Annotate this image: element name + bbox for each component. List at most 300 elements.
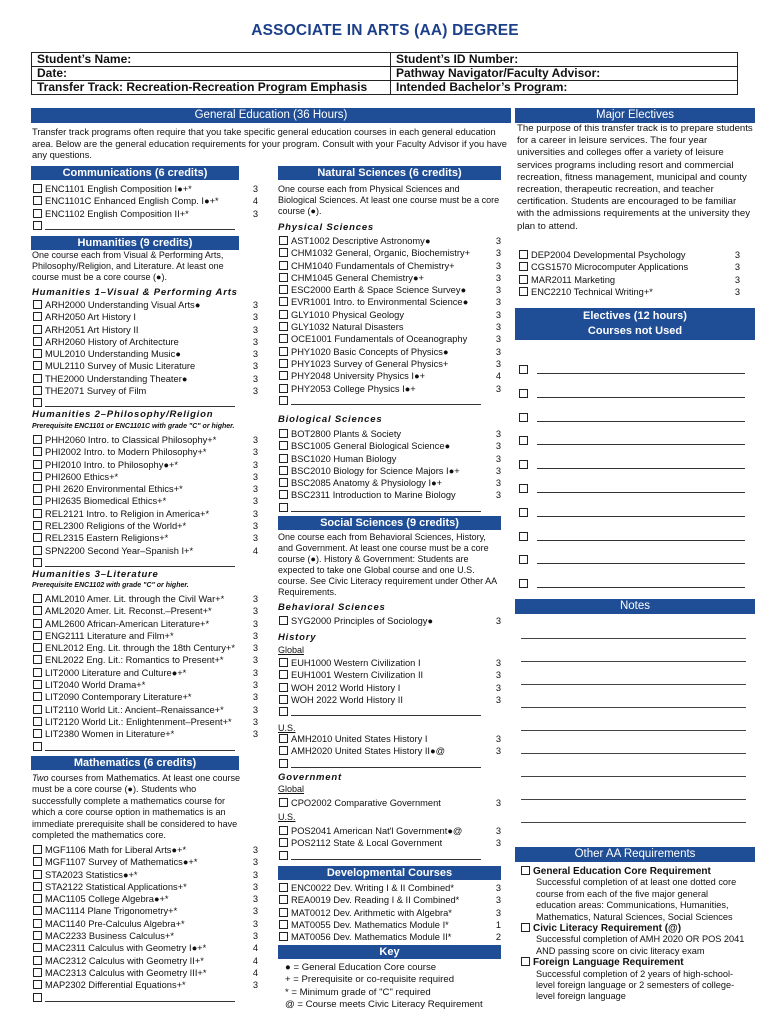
elective-row xyxy=(519,527,751,539)
key-list xyxy=(285,962,483,1011)
course-item xyxy=(33,348,258,360)
course-checkbox[interactable] xyxy=(279,454,288,463)
history-us-label: U.S. xyxy=(278,723,296,733)
course-name: BSC2085 Anatomy & Physiology I●+ xyxy=(291,478,443,489)
course-name: WOH 2012 World History I xyxy=(291,682,401,693)
elective-checkbox[interactable] xyxy=(519,436,528,445)
course-checkbox[interactable] xyxy=(279,384,288,393)
course-name: BSC1020 Human Biology xyxy=(291,453,397,464)
government-global-list xyxy=(279,797,501,809)
mathematics-header: Mathematics (6 credits) xyxy=(31,756,239,770)
course-name: PHY2048 University Physics I●+ xyxy=(291,371,426,382)
course-checkbox[interactable] xyxy=(33,857,42,866)
course-credits: 3 xyxy=(252,184,258,194)
course-name: EUH1000 Western Civilization I xyxy=(291,658,421,668)
course-checkbox[interactable] xyxy=(33,894,42,903)
course-credits: 3 xyxy=(495,478,501,489)
humanities-1-list xyxy=(33,299,258,410)
civic-requirement: Civic Literacy Requirement (@) xyxy=(525,923,750,934)
course-name: PHI2010 Intro. to Philosophy●+* xyxy=(45,459,179,470)
notes-line[interactable] xyxy=(521,822,746,823)
humanities-3-list xyxy=(33,593,258,753)
course-credits: 3 xyxy=(495,260,501,271)
course-checkbox[interactable] xyxy=(279,932,288,941)
notes-line[interactable] xyxy=(521,730,746,731)
course-checkbox[interactable] xyxy=(279,503,288,512)
civic-requirement-text: Successful completion of AMH 2020 OR POS 2041 AND passing score on civic literacy exam xyxy=(536,934,745,956)
social-sciences-intro: One course each from Behavioral Sciences, History, and Government. At least one course must be a core course (●). History & Government: Students are expected to take one Global course and one U.S. course. See Civic Literacy requirement under Other AA Requirements. xyxy=(278,532,497,597)
course-checkbox[interactable] xyxy=(33,919,42,928)
notes-line[interactable] xyxy=(521,707,746,708)
elective-write-in-line[interactable] xyxy=(537,554,745,564)
page-title: ASSOCIATE IN ARTS (AA) DEGREE xyxy=(251,22,519,39)
course-checkbox[interactable] xyxy=(33,184,42,193)
course-name: LIT2090 Contemporary Literature+* xyxy=(45,692,192,703)
course-checkbox[interactable] xyxy=(279,273,288,282)
notes-line[interactable] xyxy=(521,776,746,777)
course-item xyxy=(33,642,258,654)
notes-line[interactable] xyxy=(521,799,746,800)
course-name: AMH2020 United States History II●@ xyxy=(291,746,446,757)
course-checkbox[interactable] xyxy=(33,521,42,530)
course-checkbox[interactable] xyxy=(279,334,288,343)
elective-write-in-line[interactable] xyxy=(537,531,745,541)
course-checkbox[interactable] xyxy=(279,683,288,692)
course-checkbox[interactable] xyxy=(279,826,288,835)
course-checkbox[interactable] xyxy=(33,943,42,952)
course-item xyxy=(33,667,258,679)
course-name: MAP2302 Differential Equations+* xyxy=(45,980,186,991)
elective-checkbox[interactable] xyxy=(519,579,528,588)
course-checkbox[interactable] xyxy=(279,396,288,405)
course-item xyxy=(33,967,258,979)
course-name: MAT0012 Dev. Arithmetic with Algebra* xyxy=(291,907,452,918)
course-name: ENC2210 Technical Writing+* xyxy=(531,286,653,297)
behavioral-sciences-list xyxy=(279,615,501,627)
course-checkbox[interactable] xyxy=(33,533,42,542)
course-name: STA2122 Statistical Applications+* xyxy=(45,881,187,892)
course-item xyxy=(33,324,258,336)
elective-checkbox[interactable] xyxy=(519,389,528,398)
course-name: BSC1005 General Biological Science● xyxy=(291,441,451,452)
elective-checkbox[interactable] xyxy=(519,365,528,374)
course-checkbox[interactable] xyxy=(279,285,288,294)
advisor-field[interactable]: Pathway Navigator/Faculty Advisor: xyxy=(391,67,738,81)
notes-line[interactable] xyxy=(521,661,746,662)
course-name: MGF1107 Survey of Mathematics●+* xyxy=(45,857,198,868)
course-checkbox[interactable] xyxy=(33,221,42,230)
course-checkbox[interactable] xyxy=(33,631,42,640)
humanities-2-note: Prerequisite ENC1101 or ENC1101C with grade "C" or higher. xyxy=(32,423,235,430)
course-checkbox[interactable] xyxy=(33,349,42,358)
physical-sciences-title: Physical Sciences xyxy=(278,222,374,233)
course-checkbox[interactable] xyxy=(33,460,42,469)
course-checkbox[interactable] xyxy=(33,594,42,603)
course-checkbox[interactable] xyxy=(33,980,42,989)
course-checkbox[interactable] xyxy=(33,692,42,701)
key-item: ● = General Education Core course xyxy=(285,962,437,973)
course-name: WOH 2022 World History II xyxy=(291,694,403,705)
elective-row xyxy=(519,431,751,443)
course-checkbox[interactable] xyxy=(33,870,42,879)
student-id-field[interactable]: Student’s ID Number: xyxy=(391,53,738,67)
course-checkbox[interactable] xyxy=(33,993,42,1002)
course-checkbox[interactable] xyxy=(279,429,288,438)
language-requirement-checkbox[interactable] xyxy=(521,957,530,966)
humanities-3-note: Prerequisite ENC1102 with grade "C" or higher. xyxy=(32,582,189,589)
course-item xyxy=(279,489,501,501)
write-in-line[interactable] xyxy=(291,395,481,405)
course-checkbox[interactable] xyxy=(279,371,288,380)
course-credits: 3 xyxy=(252,918,258,929)
course-item xyxy=(33,844,258,856)
elective-checkbox[interactable] xyxy=(519,508,528,517)
course-name: POS2112 State & Local Government xyxy=(291,838,443,849)
civic-requirement-checkbox[interactable] xyxy=(521,923,530,932)
course-name: MAC2233 Business Calculus+* xyxy=(45,931,174,942)
government-us-label: U.S. xyxy=(278,812,296,822)
course-credits: 3 xyxy=(495,826,501,836)
course-item xyxy=(279,465,501,477)
course-name: ENC0022 Dev. Writing I & II Combined* xyxy=(291,883,454,893)
notes-line[interactable] xyxy=(521,753,746,754)
humanities-2-title: Humanities 2–Philosophy/Religion xyxy=(32,409,214,420)
course-credits: 3 xyxy=(252,336,258,347)
course-name: BOT2800 Plants & Society xyxy=(291,429,402,439)
course-checkbox[interactable] xyxy=(33,705,42,714)
course-credits: 3 xyxy=(252,729,258,740)
course-name: REL2315 Eastern Religions+* xyxy=(45,533,169,544)
course-credits: 3 xyxy=(252,906,258,917)
course-credits: 3 xyxy=(252,533,258,544)
course-checkbox[interactable] xyxy=(33,472,42,481)
write-in-line[interactable] xyxy=(291,502,481,512)
elective-row xyxy=(519,384,751,396)
course-checkbox[interactable] xyxy=(33,655,42,664)
course-name: CHM1032 General, Organic, Biochemistry+ xyxy=(291,248,471,259)
course-checkbox[interactable] xyxy=(33,845,42,854)
course-credits: 3 xyxy=(252,521,258,532)
course-checkbox[interactable] xyxy=(279,261,288,270)
elective-checkbox[interactable] xyxy=(519,413,528,422)
course-name: REA0019 Dev. Reading I & II Combined* xyxy=(291,895,460,906)
course-item xyxy=(33,881,258,893)
course-item xyxy=(33,905,258,917)
language-requirement-text: Successful completion of 2 years of high-school-level foreign language or 2 semesters of college-level foreign language xyxy=(536,968,735,1002)
course-checkbox[interactable] xyxy=(279,236,288,245)
language-requirement: Foreign Language Requirement xyxy=(525,957,750,968)
course-item xyxy=(33,716,258,728)
course-name: REL2300 Religions of the World+* xyxy=(45,521,187,532)
write-in-line[interactable] xyxy=(45,741,235,751)
key-item: + = Prerequisite or co-requisite required xyxy=(285,974,455,986)
elective-write-in-line[interactable] xyxy=(537,459,745,469)
course-name: THE2071 Survey of Film xyxy=(45,386,147,397)
course-item xyxy=(279,907,501,919)
elective-row xyxy=(519,360,751,372)
course-name: LIT2120 World Lit.: Enlightenment–Present+* xyxy=(45,716,232,727)
course-checkbox[interactable] xyxy=(279,478,288,487)
course-checkbox[interactable] xyxy=(33,619,42,628)
course-credits: 4 xyxy=(252,196,258,207)
notes-header: Notes xyxy=(515,599,755,614)
course-name: MAR2011 Marketing xyxy=(531,274,616,285)
course-name: LIT2040 World Drama+* xyxy=(45,680,146,691)
course-checkbox[interactable] xyxy=(33,484,42,493)
course-checkbox[interactable] xyxy=(279,658,288,667)
course-checkbox[interactable] xyxy=(279,297,288,306)
notes-line[interactable] xyxy=(521,638,746,639)
course-checkbox[interactable] xyxy=(33,882,42,891)
course-credits: 3 xyxy=(495,907,501,918)
course-item xyxy=(279,383,501,395)
course-item xyxy=(33,630,258,642)
course-checkbox[interactable] xyxy=(279,322,288,331)
course-credits: 3 xyxy=(495,358,501,369)
course-credits: 3 xyxy=(252,704,258,715)
course-name: AML2600 African-American Literature+* xyxy=(45,618,210,629)
course-checkbox[interactable] xyxy=(279,883,288,892)
course-checkbox[interactable] xyxy=(279,359,288,368)
course-credits: 3 xyxy=(495,248,501,259)
course-credits: 3 xyxy=(495,236,501,246)
course-checkbox[interactable] xyxy=(279,707,288,716)
course-checkbox[interactable] xyxy=(279,490,288,499)
course-item xyxy=(33,495,258,507)
humanities-header: Humanities (9 credits) xyxy=(31,236,239,250)
course-item xyxy=(279,272,501,284)
write-in-line[interactable] xyxy=(291,758,481,768)
student-name-field[interactable]: Student’s Name: xyxy=(32,53,391,67)
blank-course-item xyxy=(33,992,258,1004)
major-electives-header: Major Electives xyxy=(515,108,755,123)
course-credits: 3 xyxy=(495,883,501,893)
write-in-line[interactable] xyxy=(45,557,235,567)
elective-write-in-line[interactable] xyxy=(537,412,745,422)
course-name: ARH2051 Art History II xyxy=(45,324,139,335)
course-checkbox[interactable] xyxy=(33,931,42,940)
course-checkbox[interactable] xyxy=(279,670,288,679)
course-name: BSC2010 Biology for Science Majors I●+ xyxy=(291,465,460,476)
course-checkbox[interactable] xyxy=(33,196,42,205)
course-checkbox[interactable] xyxy=(33,300,42,309)
course-item xyxy=(33,195,258,207)
course-name: PHH2060 Intro. to Classical Philosophy+* xyxy=(45,435,217,445)
course-checkbox[interactable] xyxy=(279,920,288,929)
course-credits: 3 xyxy=(252,931,258,942)
write-in-line[interactable] xyxy=(45,397,235,407)
elective-checkbox[interactable] xyxy=(519,555,528,564)
developmental-list xyxy=(279,882,501,943)
date-field[interactable]: Date: xyxy=(32,67,391,81)
course-checkbox[interactable] xyxy=(519,262,528,271)
course-checkbox[interactable] xyxy=(33,496,42,505)
course-checkbox[interactable] xyxy=(279,248,288,257)
course-credits: 4 xyxy=(252,955,258,966)
natural-sciences-intro: One course each from Physical Sciences and Biological Sciences. At least one course must be a core course (●). xyxy=(278,184,500,216)
elective-checkbox[interactable] xyxy=(519,484,528,493)
course-checkbox[interactable] xyxy=(33,361,42,370)
course-checkbox[interactable] xyxy=(33,956,42,965)
student-info-table xyxy=(31,52,738,95)
course-checkbox[interactable] xyxy=(279,746,288,755)
course-credits: 3 xyxy=(495,616,501,626)
course-credits: 3 xyxy=(252,300,258,310)
course-checkbox[interactable] xyxy=(33,337,42,346)
course-item xyxy=(279,477,501,489)
course-checkbox[interactable] xyxy=(279,441,288,450)
course-item xyxy=(33,930,258,942)
course-name: MAT0055 Dev. Mathematics Module I* xyxy=(291,919,449,930)
course-checkbox[interactable] xyxy=(279,310,288,319)
course-checkbox[interactable] xyxy=(279,851,288,860)
course-checkbox[interactable] xyxy=(33,509,42,518)
course-credits: 4 xyxy=(252,545,258,556)
course-checkbox[interactable] xyxy=(519,287,528,296)
course-item xyxy=(33,893,258,905)
course-checkbox[interactable] xyxy=(33,374,42,383)
course-item xyxy=(279,235,501,247)
course-credits: 3 xyxy=(495,798,501,808)
course-checkbox[interactable] xyxy=(33,546,42,555)
course-name: MAC1114 Plane Trigonometry+* xyxy=(45,906,178,917)
course-item xyxy=(33,385,258,397)
course-checkbox[interactable] xyxy=(33,906,42,915)
write-in-line[interactable] xyxy=(291,706,481,716)
course-credits: 3 xyxy=(495,453,501,464)
course-checkbox[interactable] xyxy=(279,838,288,847)
course-item xyxy=(33,869,258,881)
course-item xyxy=(33,532,258,544)
course-checkbox[interactable] xyxy=(33,435,42,444)
elective-write-in-line[interactable] xyxy=(537,435,745,445)
course-checkbox[interactable] xyxy=(33,729,42,738)
course-item xyxy=(33,728,258,740)
course-checkbox[interactable] xyxy=(279,466,288,475)
write-in-line[interactable] xyxy=(45,220,235,230)
course-credits: 3 xyxy=(252,594,258,604)
course-checkbox[interactable] xyxy=(279,616,288,625)
course-name: AST1002 Descriptive Astronomy● xyxy=(291,236,431,246)
course-checkbox[interactable] xyxy=(33,606,42,615)
course-credits: 3 xyxy=(495,441,501,452)
course-name: PHI2635 Biomedical Ethics+* xyxy=(45,496,167,507)
course-name: MUL2010 Understanding Music● xyxy=(45,349,181,360)
gen-ed-intro: Transfer track programs often require that you take specific general education courses in each general education area. Below are the general education requirements for your program. Consult with your Faculty Advisor if you have any questions. xyxy=(32,127,507,161)
course-item xyxy=(519,274,740,286)
course-credits: 3 xyxy=(734,262,740,273)
core-requirement-checkbox[interactable] xyxy=(521,866,530,875)
course-checkbox[interactable] xyxy=(33,558,42,567)
course-name: SPN2200 Second Year–Spanish I+* xyxy=(45,545,194,556)
gen-ed-header: General Education (36 Hours) xyxy=(31,108,511,123)
history-title: History xyxy=(278,632,317,643)
elective-row xyxy=(519,408,751,420)
mathematics-intro: Two courses from Mathematics. At least one course must be a core course (●). Students who successfully complete a mathematics course for which a core course option in mathematics is an immediate prerequisite shall be considered to have completed the mathematics core. xyxy=(32,773,241,841)
mathematics-list xyxy=(33,844,258,1004)
course-checkbox[interactable] xyxy=(279,347,288,356)
bachelors-program-field[interactable]: Intended Bachelor’s Program: xyxy=(391,81,738,95)
elective-checkbox[interactable] xyxy=(519,460,528,469)
elective-checkbox[interactable] xyxy=(519,532,528,541)
course-checkbox[interactable] xyxy=(279,895,288,904)
course-checkbox[interactable] xyxy=(279,695,288,704)
elective-write-in-line[interactable] xyxy=(537,507,745,517)
course-credits: 3 xyxy=(252,496,258,507)
course-credits: 3 xyxy=(252,435,258,445)
course-item xyxy=(279,440,501,452)
communications-list xyxy=(33,183,258,232)
course-checkbox[interactable] xyxy=(279,734,288,743)
elective-write-in-line[interactable] xyxy=(537,364,745,374)
notes-line[interactable] xyxy=(521,684,746,685)
course-credits: 3 xyxy=(252,471,258,482)
blank-course-item xyxy=(279,850,501,862)
course-credits: 3 xyxy=(495,734,501,744)
course-checkbox[interactable] xyxy=(33,325,42,334)
course-credits: 3 xyxy=(252,655,258,666)
course-checkbox[interactable] xyxy=(33,668,42,677)
elective-write-in-line[interactable] xyxy=(537,483,745,493)
course-name: REL2121 Intro. to Religion in America+* xyxy=(45,508,210,519)
course-credits: 3 xyxy=(495,285,501,296)
course-name: AML2010 Amer. Lit. through the Civil War+* xyxy=(45,594,225,604)
course-credits: 3 xyxy=(495,670,501,681)
course-checkbox[interactable] xyxy=(33,680,42,689)
course-item xyxy=(33,918,258,930)
course-credits: 3 xyxy=(495,895,501,906)
course-credits: 3 xyxy=(252,447,258,458)
course-name: CGS1570 Microcomputer Applications xyxy=(531,262,689,273)
course-checkbox[interactable] xyxy=(33,742,42,751)
write-in-line[interactable] xyxy=(45,992,235,1002)
course-credits: 3 xyxy=(495,383,501,394)
course-checkbox[interactable] xyxy=(279,908,288,917)
elective-write-in-line[interactable] xyxy=(537,578,745,588)
course-credits: 4 xyxy=(252,943,258,954)
course-checkbox[interactable] xyxy=(519,275,528,284)
course-checkbox[interactable] xyxy=(33,398,42,407)
course-checkbox[interactable] xyxy=(33,312,42,321)
course-checkbox[interactable] xyxy=(33,209,42,218)
course-name: PHI2600 Ethics+* xyxy=(45,471,119,482)
course-item xyxy=(33,336,258,348)
physical-sciences-list xyxy=(279,235,501,407)
elective-row xyxy=(519,503,751,515)
course-credits: 3 xyxy=(495,694,501,705)
course-checkbox[interactable] xyxy=(33,386,42,395)
write-in-line[interactable] xyxy=(291,850,481,860)
course-item xyxy=(279,694,501,706)
course-checkbox[interactable] xyxy=(279,798,288,807)
course-checkbox[interactable] xyxy=(279,759,288,768)
elective-write-in-line[interactable] xyxy=(537,388,745,398)
course-credits: 3 xyxy=(734,286,740,297)
course-item xyxy=(33,679,258,691)
course-checkbox[interactable] xyxy=(33,643,42,652)
course-name: MAC2312 Calculus with Geometry II+* xyxy=(45,955,204,966)
course-checkbox[interactable] xyxy=(33,968,42,977)
course-item xyxy=(33,955,258,967)
course-credits: 3 xyxy=(495,465,501,476)
course-checkbox[interactable] xyxy=(33,447,42,456)
course-item xyxy=(279,358,501,370)
course-checkbox[interactable] xyxy=(519,250,528,259)
course-checkbox[interactable] xyxy=(33,717,42,726)
course-name: ESC2000 Earth & Space Science Survey● xyxy=(291,285,467,296)
course-credits: 3 xyxy=(252,484,258,495)
course-credits: 4 xyxy=(252,967,258,978)
